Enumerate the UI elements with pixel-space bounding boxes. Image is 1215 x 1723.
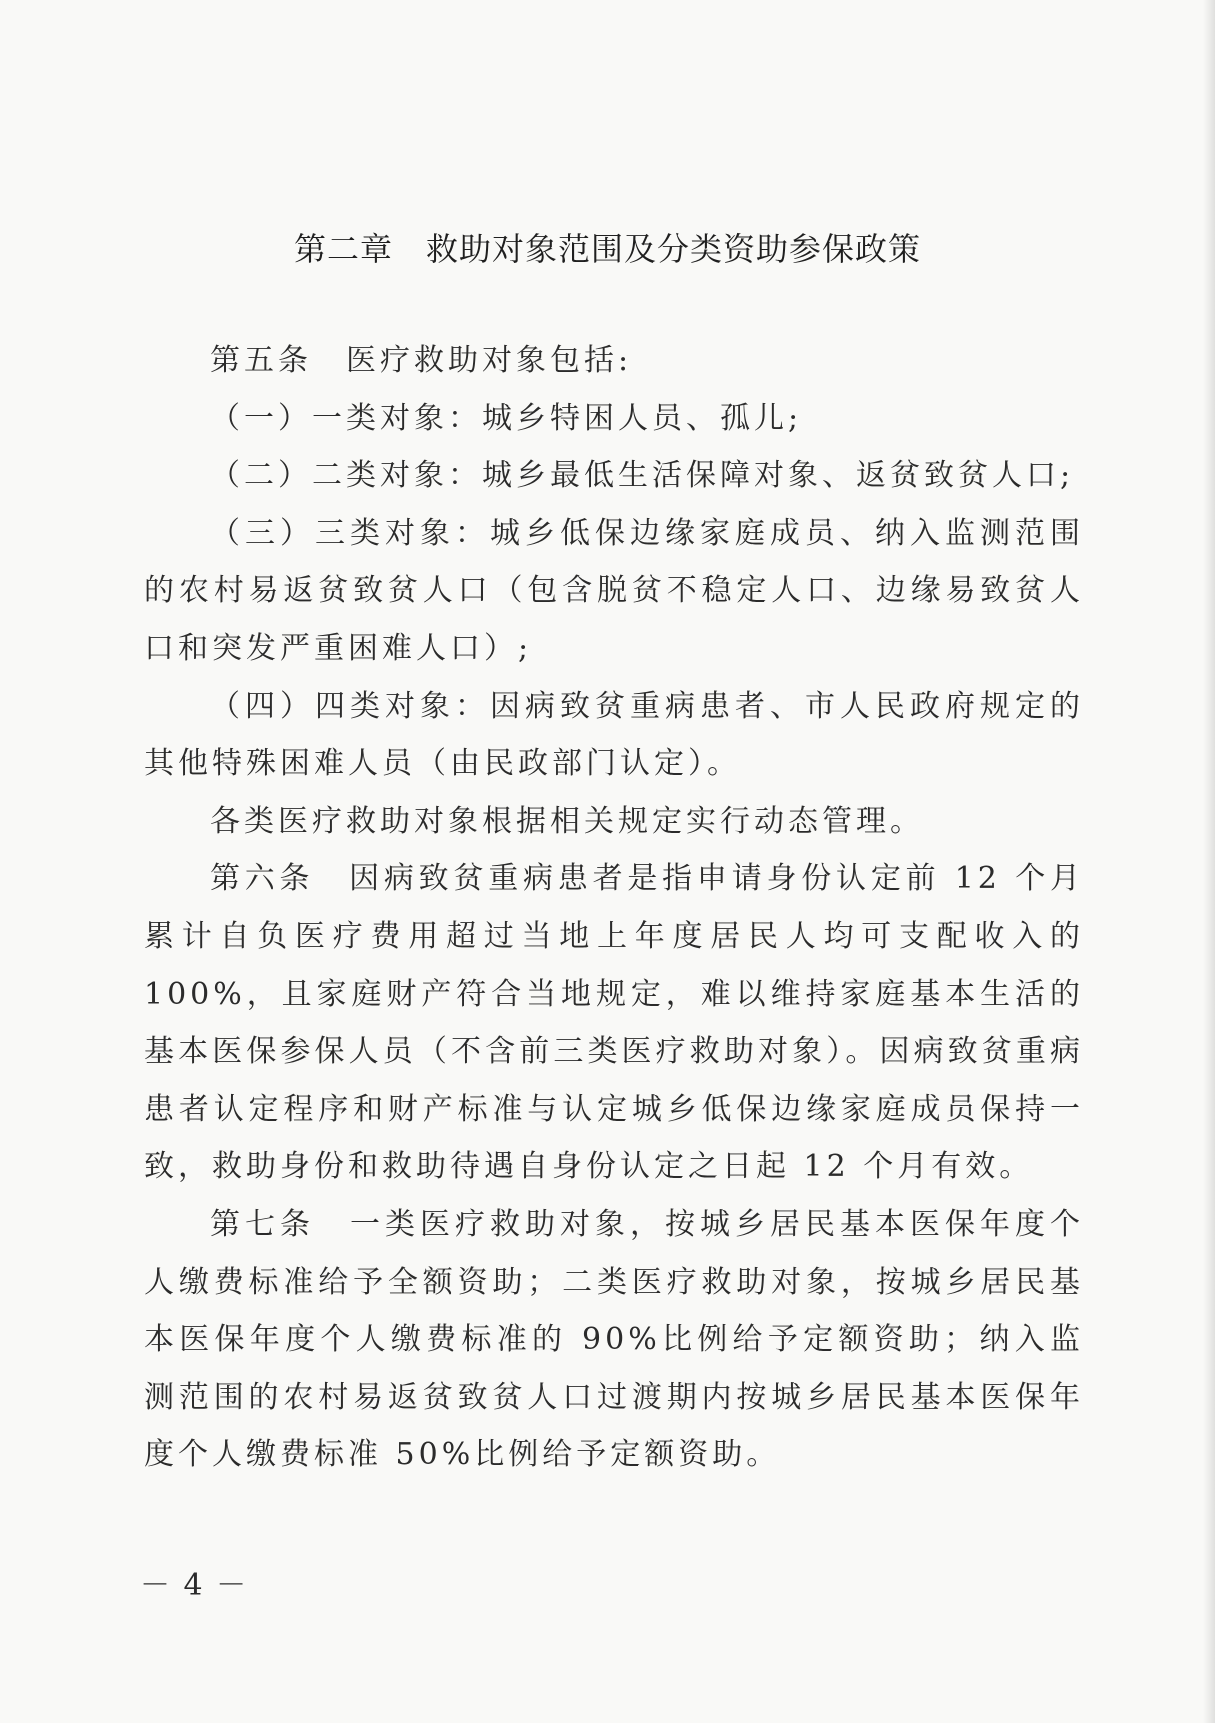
chapter-title: 第二章 救助对象范围及分类资助参保政策 — [293, 230, 921, 268]
page-number: － 4 － — [140, 1568, 249, 1603]
paragraph-category-2: （二）二类对象：城乡最低生活保障对象、返贫致贫人口; — [210, 458, 1075, 494]
paragraph-dynamic-management: 各类医疗救助对象根据相关规定实行动态管理。 — [210, 803, 924, 839]
paragraph-article-6: 第六条 因病致贫重病患者是指申请身份认定前 12 个月累计自负医疗费用超过当地上年度居民人均可支配收入的 100%，且家庭财产符合当地规定，难以维持家庭基本生活的基本医保参保人员（不含前三类医疗救助对象）。因病致贫重病患者认定程序和财产标准与认定城乡低保边缘家庭成员保持一致，救助身份和救助待遇自身份认定之日起 12 个月有效。 — [144, 861, 1084, 1185]
paragraph-category-1: （一）一类对象：城乡特困人员、孤儿; — [210, 400, 803, 436]
paragraph-article-7: 第七条 一类医疗救助对象，按城乡居民基本医保年度个人缴费标准给予全额资助；二类医疗救助对象，按城乡居民基本医保年度个人缴费标准的 90%比例给予定额资助；纳入监测范围的农村易返贫致贫人口过渡期内按城乡居民基本医保年度个人缴费标准 50%比例给予定额资助。 — [144, 1206, 1084, 1473]
paragraph-article-5: 第五条 医疗救助对象包括: — [210, 343, 633, 378]
paragraph-category-4: （四）四类对象：因病致贫重病患者、市人民政府规定的其他特殊困难人员（由民政部门认定）。 — [144, 688, 1084, 782]
document-body — [144, 332, 1084, 1484]
paragraph-category-3: （三）三类对象：城乡低保边缘家庭成员、纳入监测范围的农村易返贫致贫人口（包含脱贫不稳定人口、边缘易致贫人口和突发严重困难人口）; — [144, 515, 1084, 666]
